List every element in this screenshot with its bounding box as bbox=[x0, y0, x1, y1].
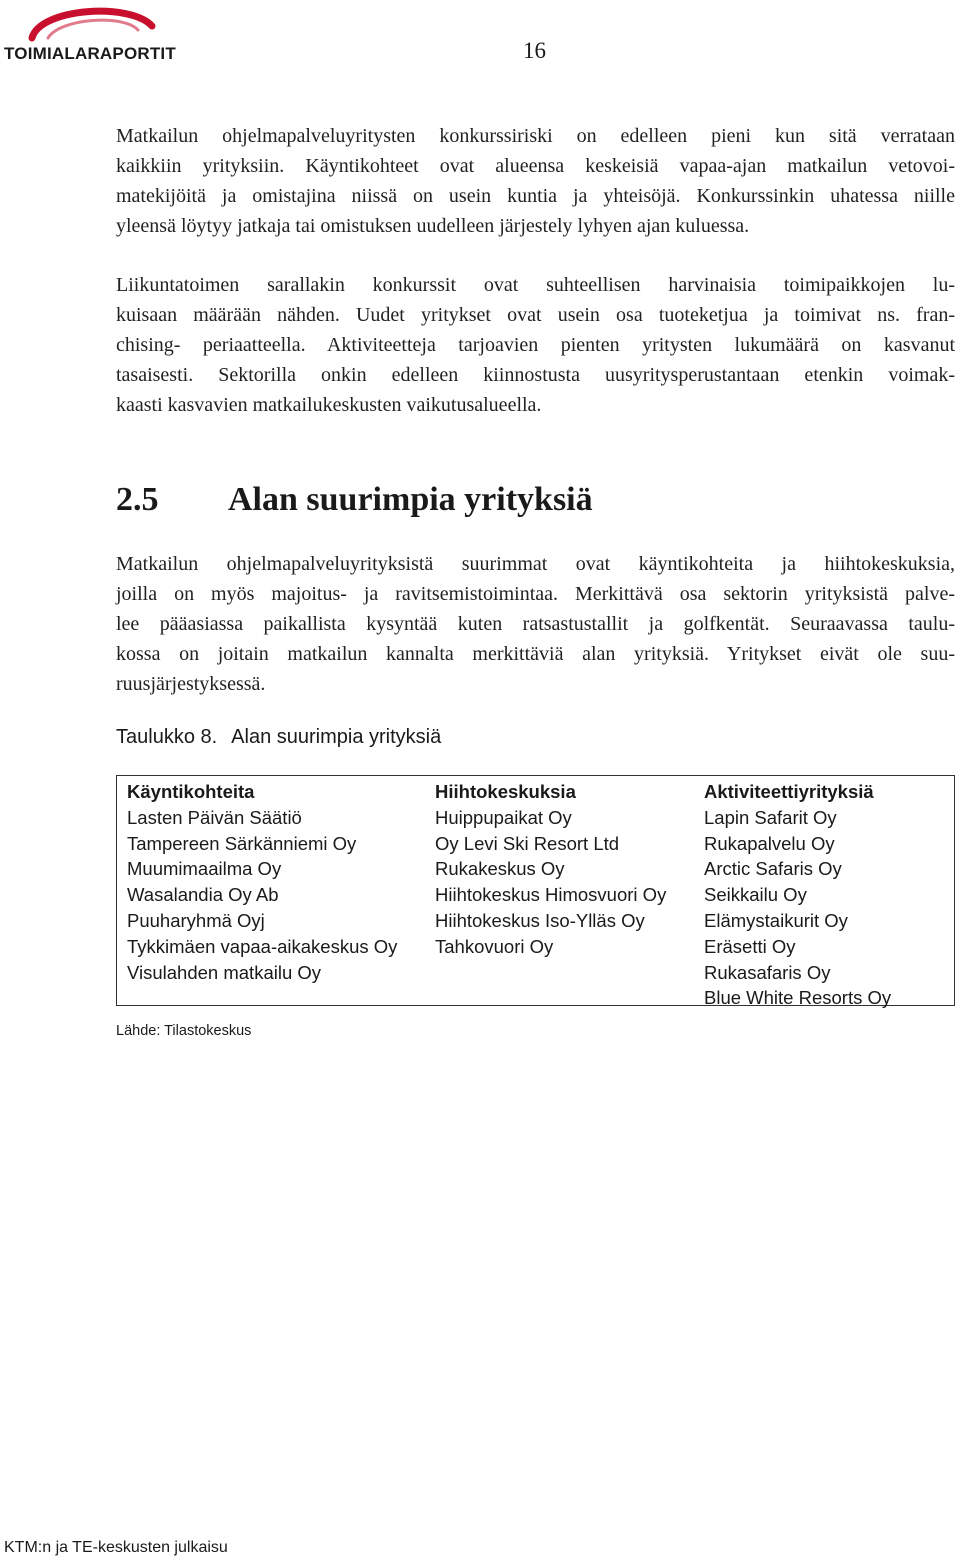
table-column-header: Hiihtokeskuksia bbox=[435, 781, 576, 802]
paragraph-line: yleensä löytyy jatkaja tai omistuksen uudelleen järjestely lyhyen ajan kuluessa. bbox=[116, 215, 750, 237]
paragraph-line: tasaisesti. Sektorilla onkin edelleen kiinnostusta uusyritysperustantaan etenkin voimak- bbox=[116, 364, 955, 386]
section-number: 2.5 bbox=[116, 481, 159, 518]
paragraph-line: kossa on joitain matkailun kannalta merkittäviä alan yrityksiä. Yritykset eivät ole suu- bbox=[116, 643, 955, 665]
table-column-ski-resorts bbox=[435, 779, 666, 960]
paragraph-line: Liikuntatoimen sarallakin konkurssit ovat suhteellisen harvinaisia toimipaikkojen lu- bbox=[116, 274, 955, 296]
table-cell: Hiihtokeskus Iso-Ylläs Oy bbox=[435, 909, 645, 931]
logo-text: TOIMIALARAPORTIT bbox=[4, 44, 176, 63]
paragraph-line: Matkailun ohjelmapalveluyritysten konkurssiriski on edelleen pieni kun sitä verrataan bbox=[116, 125, 955, 147]
table-cell: Arctic Safaris Oy bbox=[704, 858, 842, 880]
table-cell: Oy Levi Ski Resort Ltd bbox=[435, 832, 620, 854]
table-cell: Hiihtokeskus Himosvuori Oy bbox=[435, 884, 667, 906]
paragraph-line: chising- periaatteella. Aktiviteetteja tarjoavien pienten yritysten lukumäärä on kasvanut bbox=[116, 334, 955, 356]
table-cell: Visulahden matkailu Oy bbox=[127, 961, 322, 983]
table-cell: Tahkovuori Oy bbox=[435, 935, 554, 957]
table-cell: Eräsetti Oy bbox=[704, 935, 796, 957]
paragraph-line: Matkailun ohjelmapalveluyrityksistä suurimmat ovat käyntikohteita ja hiihtokeskuksia, bbox=[116, 553, 955, 575]
table-cell: Lasten Päivän Säätiö bbox=[127, 806, 302, 828]
table-caption bbox=[116, 726, 441, 749]
paragraph-line: kaasti kasvavien matkailukeskusten vaikutusalueella. bbox=[116, 394, 542, 416]
paragraph-line: ruusjärjestyksessä. bbox=[116, 673, 266, 695]
section-heading bbox=[116, 481, 593, 519]
table-column-activity-companies bbox=[704, 779, 891, 1011]
table-cell: Rukapalvelu Oy bbox=[704, 832, 835, 854]
section-paragraph bbox=[116, 549, 955, 699]
table-caption-label: Taulukko 8. bbox=[116, 726, 218, 748]
footer-publication: KTM:n ja TE-keskusten julkaisu bbox=[4, 1539, 228, 1556]
table-cell: Muumimaailma Oy bbox=[127, 858, 282, 880]
table-cell: Rukakeskus Oy bbox=[435, 858, 565, 880]
table-cell: Huippupaikat Oy bbox=[435, 806, 572, 828]
paragraph-line: kuisaan määrään nähden. Uudet yritykset ovat usein osa tuoteketjua ja toimivat ns. fran- bbox=[116, 304, 955, 326]
paragraph-line: joilla on myös majoitus- ja ravitsemistoimintaa. Merkittävä osa sektorin yrityksistä palve- bbox=[116, 583, 955, 605]
section-title: Alan suurimpia yrityksiä bbox=[228, 481, 593, 518]
table-cell: Elämystaikurit Oy bbox=[704, 909, 848, 931]
body-paragraph-2 bbox=[116, 270, 955, 420]
table-cell: Tykkimäen vapaa-aikakeskus Oy bbox=[127, 935, 398, 957]
table-caption-title: Alan suurimpia yrityksiä bbox=[231, 726, 442, 748]
table-column-attractions bbox=[127, 779, 397, 985]
table-column-header: Käyntikohteita bbox=[127, 781, 255, 802]
table-cell: Rukasafaris Oy bbox=[704, 961, 831, 983]
logo-arc-icon bbox=[26, 4, 156, 44]
table-column-header: Aktiviteettiyrityksiä bbox=[704, 781, 874, 802]
table-source: Lähde: Tilastokeskus bbox=[116, 1023, 252, 1039]
table-cell: Seikkailu Oy bbox=[704, 884, 807, 906]
companies-table bbox=[116, 775, 955, 1009]
page-number: 16 bbox=[523, 38, 546, 63]
paragraph-line: kaikkiin yrityksiin. Käyntikohteet ovat alueensa keskeisiä vapaa-ajan matkailun vetovoi- bbox=[116, 155, 955, 177]
table-cell: Blue White Resorts Oy bbox=[704, 987, 892, 1009]
publisher-logo bbox=[4, 4, 179, 64]
table-cell: Lapin Safarit Oy bbox=[704, 806, 837, 828]
body-paragraph-1 bbox=[116, 121, 955, 241]
table-cell: Tampereen Särkänniemi Oy bbox=[127, 832, 357, 854]
table-cell: Wasalandia Oy Ab bbox=[127, 884, 279, 906]
paragraph-line: matekijöitä ja omistajina niissä on usein kuntia ja yhteisöjä. Konkurssinkin uhatessa niille bbox=[116, 185, 955, 207]
paragraph-line: lee pääasiassa paikallista kysyntää kuten ratsastustallit ja golfkentät. Seuraavassa taulu- bbox=[116, 613, 955, 635]
table-cell: Puuharyhmä Oyj bbox=[127, 909, 265, 931]
